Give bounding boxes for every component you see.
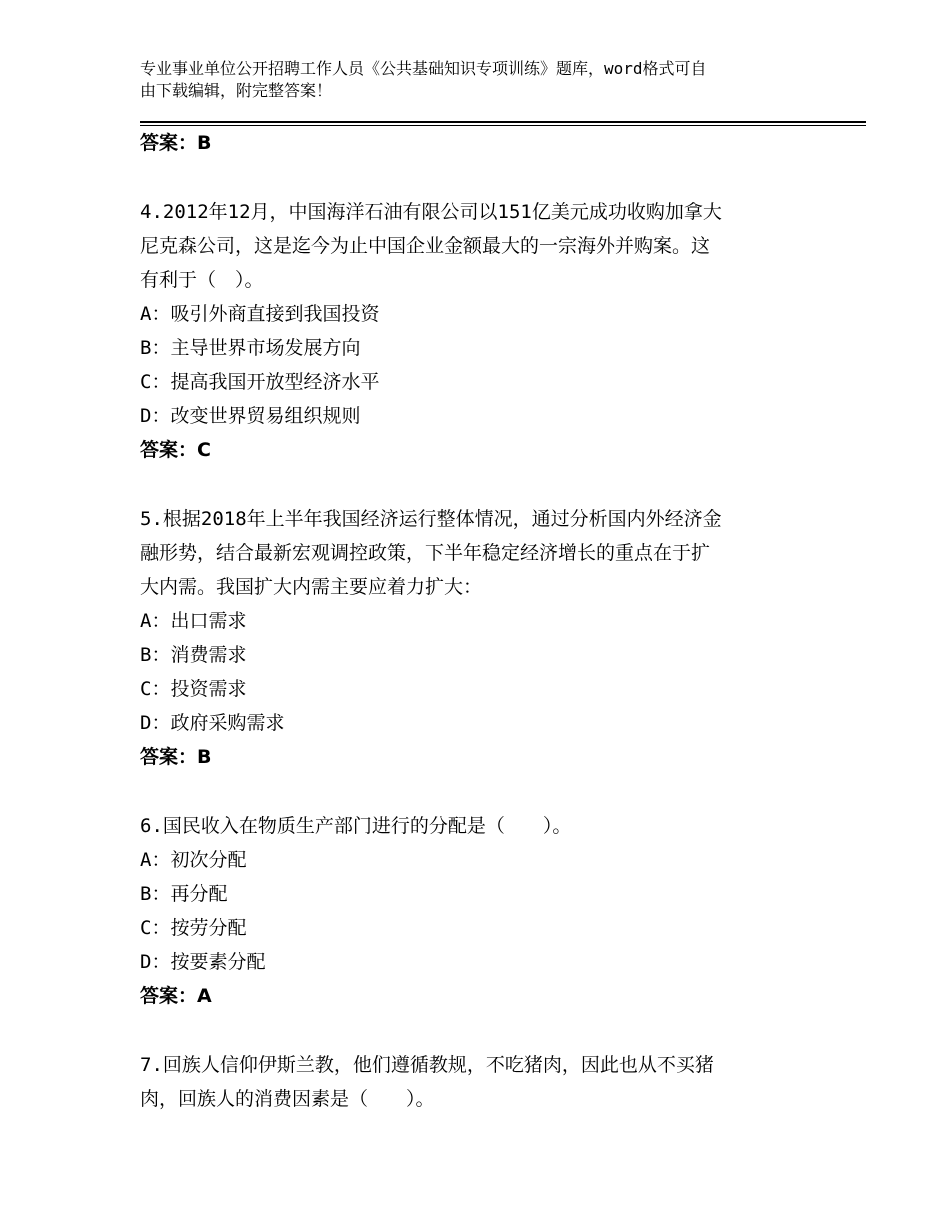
header-rule-thin xyxy=(140,125,866,126)
question-5-option-a: A：出口需求 xyxy=(140,610,247,632)
question-4-option-c: C：提高我国开放型经济水平 xyxy=(140,371,380,393)
header-rule-thick xyxy=(140,121,866,123)
question-6-option-c: C：按劳分配 xyxy=(140,917,247,939)
question-4-option-d: D：改变世界贸易组织规则 xyxy=(140,405,361,427)
question-4-option-a: A：吸引外商直接到我国投资 xyxy=(140,303,380,325)
question-6-line-1: 6.国民收入在物质生产部门进行的分配是（ ）。 xyxy=(140,815,572,837)
question-5-answer: 答案：B xyxy=(140,746,212,768)
header-line-2: 由下载编辑，附完整答案！ xyxy=(140,81,333,100)
question-6-answer: 答案：A xyxy=(140,985,212,1007)
header-line-1: 专业事业单位公开招聘工作人员《公共基础知识专项训练》题库，word格式可自 xyxy=(140,59,707,78)
question-6-option-a: A：初次分配 xyxy=(140,849,247,871)
question-4-answer: 答案：C xyxy=(140,439,211,461)
question-4-line-1: 4.2012年12月，中国海洋石油有限公司以151亿美元成功收购加拿大 xyxy=(140,201,722,223)
question-5-line-1: 5.根据2018年上半年我国经济运行整体情况，通过分析国内外经济金 xyxy=(140,508,722,530)
question-5-line-2: 融形势，结合最新宏观调控政策，下半年稳定经济增长的重点在于扩 xyxy=(140,542,711,564)
question-5-option-d: D：政府采购需求 xyxy=(140,712,285,734)
question-5-option-b: B：消费需求 xyxy=(140,644,247,666)
question-6-option-b: B：再分配 xyxy=(140,883,228,905)
question-4-line-2: 尼克森公司，这是迄今为止中国企业金额最大的一宗海外并购案。这 xyxy=(140,235,711,257)
question-4-option-b: B：主导世界市场发展方向 xyxy=(140,337,361,359)
document-header xyxy=(140,58,820,102)
answer-label: 答案：B xyxy=(140,132,212,154)
question-5-option-c: C：投资需求 xyxy=(140,678,247,700)
question-7-line-2: 肉，回族人的消费因素是（ ）。 xyxy=(140,1088,435,1110)
question-5-line-3: 大内需。我国扩大内需主要应着力扩大： xyxy=(140,576,483,598)
question-7-line-1: 7.回族人信仰伊斯兰教，他们遵循教规，不吃猪肉，因此也从不买猪 xyxy=(140,1054,714,1076)
question-4-line-3: 有利于（ ）。 xyxy=(140,269,264,291)
question-6-option-d: D：按要素分配 xyxy=(140,951,266,973)
